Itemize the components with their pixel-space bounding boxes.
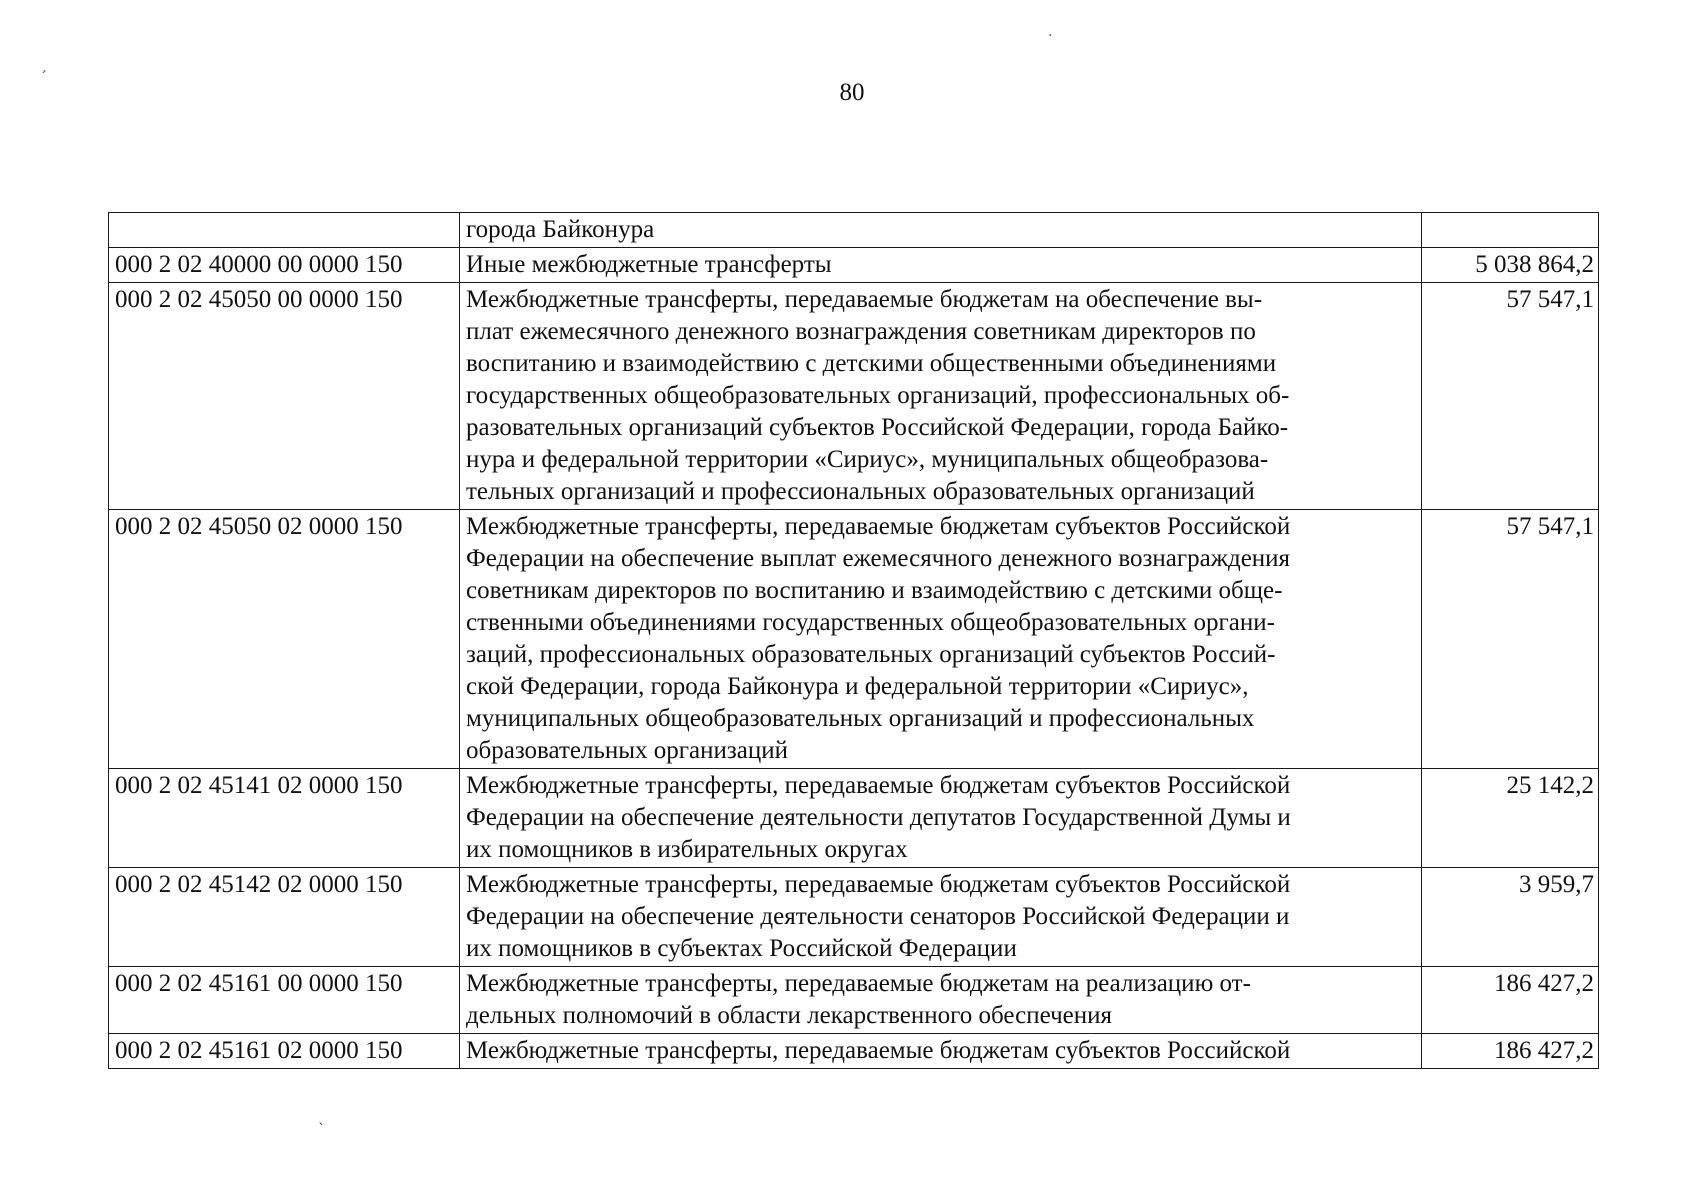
description-cell: [460, 967, 1422, 1034]
budget-code-cell: 000 2 02 45050 00 0000 150: [109, 283, 460, 510]
description-line: муниципальных общеобразовательных организаций и профессиональных: [466, 705, 1255, 732]
description-line: Межбюджетные трансферты, передаваемые бюджетам субъектов Российской: [466, 871, 1291, 898]
budget-code-cell: 000 2 02 45161 00 0000 150: [109, 967, 460, 1034]
description-line: государственных общеобразовательных организаций, профессиональных об-: [466, 382, 1290, 409]
table-row: [109, 868, 1599, 967]
table-row: [109, 283, 1599, 510]
description-line: нура и федеральной территории «Сириус», муниципальных общеобразова-: [466, 446, 1269, 473]
table-row: [109, 769, 1599, 868]
description-line: Межбюджетные трансферты, передаваемые бюджетам на реализацию от-: [466, 970, 1251, 997]
amount-cell: 57 547,1: [1422, 283, 1599, 510]
budget-code-cell: 000 2 02 45050 02 0000 150: [109, 510, 460, 769]
amount-cell: 186 427,2: [1422, 967, 1599, 1034]
description-cell: [460, 769, 1422, 868]
description-cell: [460, 283, 1422, 510]
table-row: [109, 248, 1599, 283]
description-line: Федерации на обеспечение деятельности депутатов Государственной Думы и: [466, 804, 1291, 831]
description-line: Федерации на обеспечение выплат ежемесячного денежного вознаграждения: [466, 545, 1291, 572]
amount-cell: [1422, 213, 1599, 248]
description-line: тельных организаций и профессиональных образовательных организаций: [466, 478, 1255, 505]
description-line: Межбюджетные трансферты, передаваемые бюджетам на обеспечение вы-: [466, 286, 1263, 313]
description-line: ственными объединениями государственных общеобразовательных органи-: [466, 609, 1275, 636]
table-row: [109, 510, 1599, 769]
description-line: Иные межбюджетные трансферты: [466, 251, 832, 278]
scan-speck: ·: [1048, 28, 1053, 44]
description-line: Межбюджетные трансферты, передаваемые бюджетам субъектов Российской: [466, 772, 1291, 799]
description-line: их помощников в субъектах Российской Федерации: [466, 935, 1017, 962]
budget-code-cell: [109, 213, 460, 248]
table-row: [109, 1034, 1599, 1069]
description-cell: [460, 248, 1422, 283]
amount-cell: 3 959,7: [1422, 868, 1599, 967]
description-line: разовательных организаций субъектов Российской Федерации, города Байко-: [466, 414, 1289, 441]
description-line: ской Федерации, города Байконура и федеральной территории «Сириус»,: [466, 673, 1249, 700]
table-row: [109, 213, 1599, 248]
table-row: [109, 967, 1599, 1034]
description-line: Федерации на обеспечение деятельности сенаторов Российской Федерации и: [466, 903, 1290, 930]
description-line: Межбюджетные трансферты, передаваемые бюджетам субъектов Российской: [466, 1037, 1291, 1064]
description-cell: [460, 868, 1422, 967]
budget-code-cell: 000 2 02 45141 02 0000 150: [109, 769, 460, 868]
scan-speck: `: [318, 1122, 325, 1138]
description-line: города Байконура: [466, 216, 655, 243]
page-number: 80: [839, 79, 865, 106]
amount-cell: 25 142,2: [1422, 769, 1599, 868]
scan-speck: ´: [40, 70, 47, 86]
description-line: Межбюджетные трансферты, передаваемые бюджетам субъектов Российской: [466, 513, 1291, 540]
budget-code-cell: 000 2 02 40000 00 0000 150: [109, 248, 460, 283]
description-line: образовательных организаций: [466, 737, 789, 764]
description-cell: [460, 510, 1422, 769]
description-line: плат ежемесячного денежного вознаграждения советникам директоров по: [466, 318, 1256, 345]
description-line: дельных полномочий в области лекарственного обеспечения: [466, 1002, 1113, 1029]
description-line: их помощников в избирательных округах: [466, 836, 908, 863]
description-cell: [460, 213, 1422, 248]
budget-code-cell: 000 2 02 45161 02 0000 150: [109, 1034, 460, 1069]
amount-cell: 186 427,2: [1422, 1034, 1599, 1069]
description-line: воспитанию и взаимодействию с детскими общественными объединениями: [466, 350, 1277, 377]
budget-code-cell: 000 2 02 45142 02 0000 150: [109, 868, 460, 967]
budget-table: [108, 212, 1599, 1069]
description-cell: [460, 1034, 1422, 1069]
amount-cell: 5 038 864,2: [1422, 248, 1599, 283]
table-body: [109, 213, 1599, 1069]
amount-cell: 57 547,1: [1422, 510, 1599, 769]
description-line: советникам директоров по воспитанию и взаимодействию с детскими обще-: [466, 577, 1283, 604]
description-line: заций, профессиональных образовательных организаций субъектов Россий-: [466, 641, 1276, 668]
